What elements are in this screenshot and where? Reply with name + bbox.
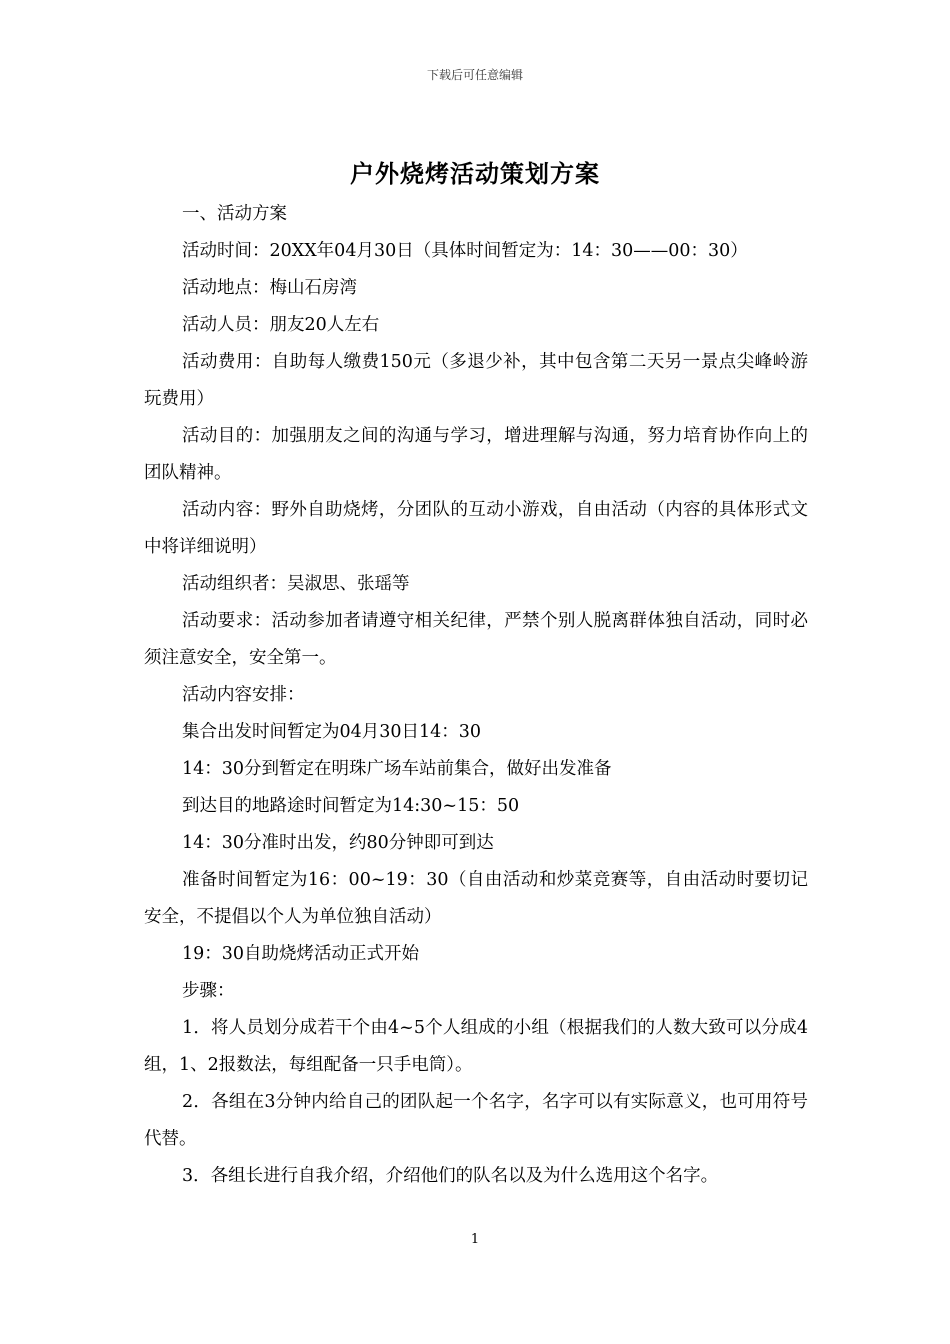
- paragraph-schedule-travel: 到达目的地路途时间暂定为14:30~15：50: [182, 796, 520, 816]
- paragraph-schedule-heading: 活动内容安排：: [182, 685, 305, 705]
- paragraph-activity-people: 活动人员：朋友20人左右: [182, 315, 380, 335]
- paragraph-activity-cost: 活动费用：自助每人缴费150元（多退少补，其中包含第二天另一景点尖峰岭游玩费用）: [144, 352, 808, 409]
- section-heading: 一、活动方案: [182, 204, 287, 224]
- paragraph-schedule-meet: 14：30分到暂定在明珠广场车站前集合，做好出发准备: [182, 759, 612, 779]
- paragraph-schedule-prepare: 准备时间暂定为16：00~19：30（自由活动和炒菜竞赛等，自由活动时要切记安全，不提倡以个人为单位独自活动）: [144, 870, 808, 927]
- page-number: 1: [470, 1232, 480, 1247]
- paragraph-activity-time: 活动时间：20XX年04月30日（具体时间暂定为：14：30——00：30）: [182, 241, 748, 261]
- paragraph-steps-heading: 步骤：: [182, 981, 235, 1001]
- paragraph-activity-organizers: 活动组织者：吴淑思、张瑶等: [182, 574, 410, 594]
- paragraph-activity-purpose: 活动目的：加强朋友之间的沟通与学习，增进理解与沟通，努力培育协作向上的团队精神。: [144, 426, 808, 483]
- paragraph-activity-location: 活动地点：梅山石房湾: [182, 278, 357, 298]
- paragraph-step-2: 2．各组在3分钟内给自己的团队起一个名字，名字可以有实际意义，也可用符号代替。: [144, 1092, 808, 1149]
- page-header: 下载后可任意编辑: [426, 68, 523, 82]
- document-title: 户外烧烤活动策划方案: [350, 159, 600, 188]
- paragraph-step-3: 3．各组长进行自我介绍，介绍他们的队名以及为什么选用这个名字。: [182, 1166, 719, 1186]
- paragraph-activity-content: 活动内容：野外自助烧烤，分团队的互动小游戏，自由活动（内容的具体形式文中将详细说明）: [144, 500, 808, 557]
- paragraph-step-1: 1．将人员划分成若干个由4~5个人组成的小组（根据我们的人数大致可以分成4组，1、2报数法，每组配备一只手电筒）。: [144, 1018, 808, 1075]
- paragraph-schedule-depart: 14：30分准时出发，约80分钟即可到达: [182, 833, 494, 853]
- paragraph-schedule-gather: 集合出发时间暂定为04月30日14：30: [182, 722, 482, 742]
- paragraph-activity-requirements: 活动要求：活动参加者请遵守相关纪律，严禁个别人脱离群体独自活动，同时必须注意安全，安全第一。: [144, 611, 808, 668]
- paragraph-schedule-bbq-start: 19：30自助烧烤活动正式开始: [182, 944, 420, 964]
- document-body: [144, 196, 808, 1195]
